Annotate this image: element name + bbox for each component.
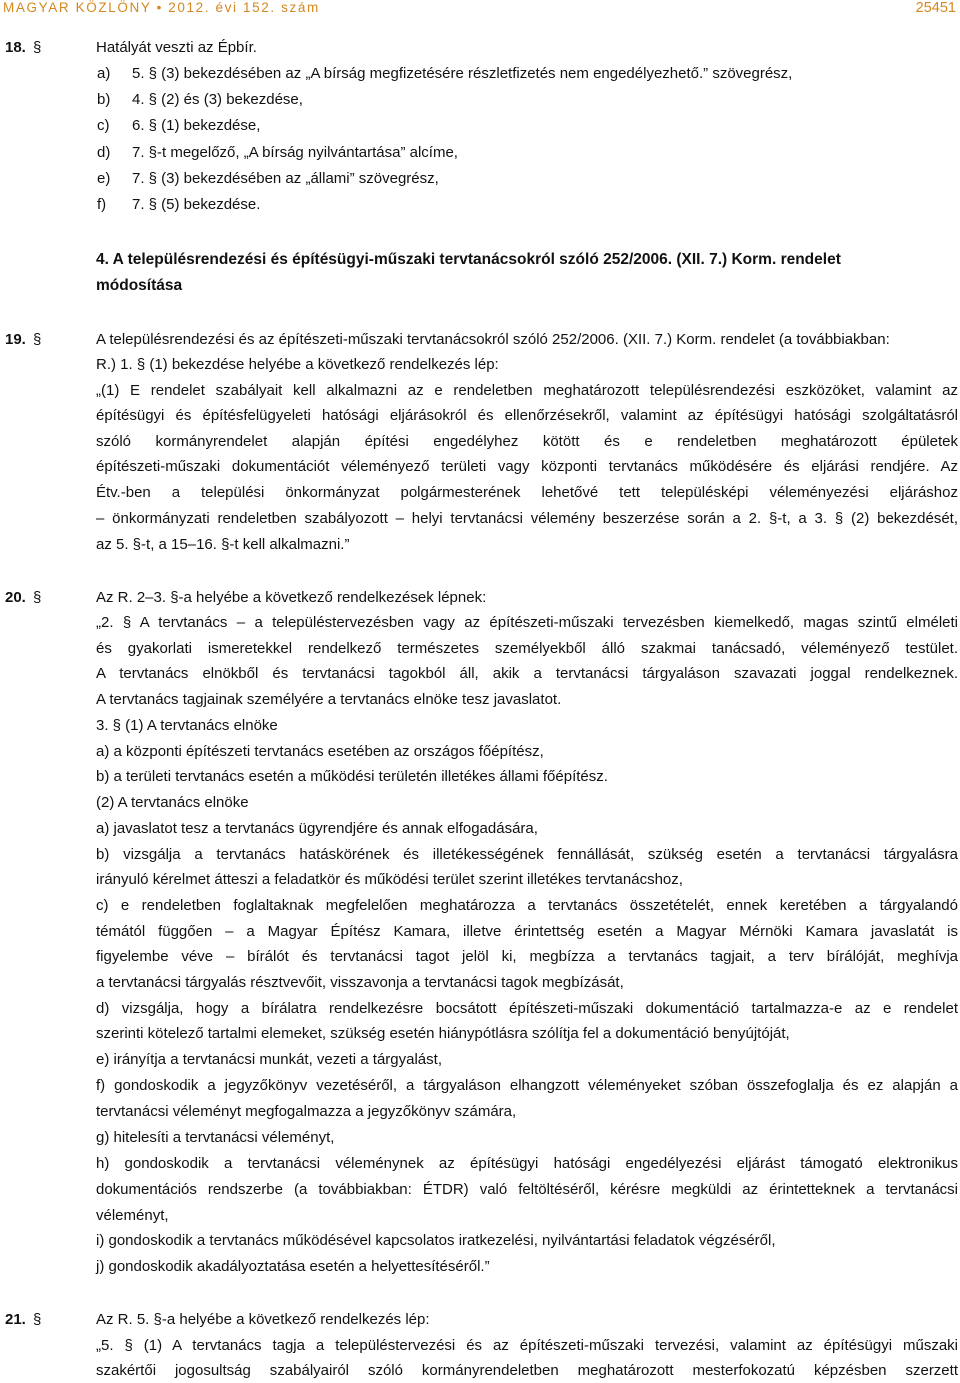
paragraph-line: szakértői jogosultság szabályairól szóló kormányrendeletben meghatározott mesterfokozatú képzésben szerzett bbox=[96, 1362, 958, 1379]
paragraph-line: – önkormányzati rendeletben szabályozott – helyi tervtanácsi vélemény beszerzése során a 2. §-t, a 3. § (2) bekezdését, bbox=[96, 510, 958, 527]
section-number: 19. bbox=[5, 331, 26, 348]
section-number: 18. bbox=[5, 39, 26, 56]
paragraph-line: „(1) E rendelet szabályait kell alkalmazni az e rendeletben meghatározott településrendezési eszközöket, valamint az bbox=[96, 382, 958, 399]
paragraph-line: szóló kormányrendelet alapján építési engedélyhez kötött és e rendeletben meghatározott épületek bbox=[96, 433, 958, 450]
section-symbol: § bbox=[33, 331, 42, 348]
page-header bbox=[0, 0, 960, 24]
paragraph-line: irányuló kérelmet átteszi a feladatkör és működési terület szerint illetékes tervtanácshoz, bbox=[96, 871, 683, 888]
paragraph-line: A tervtanács tagjainak személyére a tervtanács elnöke tesz javaslatot. bbox=[96, 691, 562, 708]
paragraph-line: „5. § (1) A tervtanács tagja a településtervezési és az építészeti-műszaki tervezési, valamint az építésügyi műszaki bbox=[96, 1337, 958, 1354]
paragraph-line: építészeti-műszaki dokumentációt véleményező területi vagy központi tervtanács működésére és eljárási rendjére. Az bbox=[96, 458, 958, 475]
list-item: 7. § (5) bekezdése. bbox=[132, 196, 261, 213]
paragraph-line: a tervtanácsi tárgyalás résztvevőit, visszavonja a tervtanácsi tagok megbízását, bbox=[96, 974, 624, 991]
paragraph-line: R.) 1. § (1) bekezdése helyébe a következő rendelkezés lép: bbox=[96, 356, 499, 373]
heading-line: 4. A településrendezési és építésügyi-műszaki tervtanácsokról szóló 252/2006. (XII. 7.) Korm. rendelet bbox=[96, 251, 841, 268]
list-item-label: f) bbox=[97, 196, 107, 213]
list-item-label: e) bbox=[97, 170, 111, 187]
paragraph-line: A településrendezési és az építészeti-műszaki tervtanácsokról szóló 252/2006. (XII. 7.) Korm. rendelet (a továbbiakban: bbox=[96, 331, 890, 348]
paragraph-line: (2) A tervtanács elnöke bbox=[96, 794, 249, 811]
paragraph-line: e) irányítja a tervtanácsi munkát, vezeti a tárgyalást, bbox=[96, 1051, 442, 1068]
paragraph-line: az 5. §-t, a 15–16. §-t kell alkalmazni.” bbox=[96, 536, 350, 553]
paragraph-line: dokumentációs rendszerbe (a továbbiakban: ÉTDR) való feltöltéséről, kérésre megküldi az érintetteknek a tervtanácsi bbox=[96, 1181, 958, 1198]
paragraph-line: j) gondoskodik akadályoztatása esetén a helyettesítéséről.” bbox=[96, 1258, 490, 1275]
paragraph-line: figyelembe véve – bírálót és tervtanácsi tagot jelöl ki, megbízza a tervtanács tagjait, a terv bírálóját, meghívja bbox=[96, 948, 958, 965]
section-number: 20. bbox=[5, 589, 26, 606]
section-number: 21. bbox=[5, 1311, 26, 1328]
paragraph-line: b) vizsgálja a tervtanács hatáskörének és illetékességének fennállását, szükség esetén a tervtanácsi tárgyalásra bbox=[96, 846, 958, 863]
paragraph-line: „2. § A tervtanács – a településtervezésben vagy az építészeti-műszaki tervezésben kiemelkedő, magas szintű elméleti bbox=[96, 614, 958, 631]
journal-title: MAGYAR KÖZLÖNY • 2012. évi 152. szám bbox=[3, 0, 320, 15]
paragraph-line: tervtanácsi véleményt megfogalmazza a jegyzőkönyv számára, bbox=[96, 1103, 517, 1120]
page-number: 25451 bbox=[915, 0, 956, 16]
paragraph-line: építésügyi és építésfelügyeleti hatósági eljárásokról és ellenőrzésekről, valamint az építésügyi hatósági szolgáltatásról bbox=[96, 407, 958, 424]
paragraph-line: Az R. 5. §-a helyébe a következő rendelkezés lép: bbox=[96, 1311, 430, 1328]
list-item: 6. § (1) bekezdése, bbox=[132, 117, 261, 134]
list-item-label: d) bbox=[97, 144, 111, 161]
list-item: 7. §-t megelőző, „A bírság nyilvántartása” alcíme, bbox=[132, 144, 458, 161]
section-symbol: § bbox=[33, 39, 42, 56]
section-symbol: § bbox=[33, 1311, 42, 1328]
paragraph-line: c) e rendeletben foglaltaknak megfelelően meghatározza a tervtanács összetételét, ennek keretében a tárgyalandó bbox=[96, 897, 958, 914]
list-item: 4. § (2) és (3) bekezdése, bbox=[132, 91, 303, 108]
paragraph-line: i) gondoskodik a tervtanács működésével kapcsolatos iratkezelési, nyilvántartási feladatok végzéséről, bbox=[96, 1232, 776, 1249]
paragraph-line: f) gondoskodik a jegyzőkönyv vezetéséről, a tárgyaláson elhangzott véleményeket szóban összefoglalja és ez alapján a bbox=[96, 1077, 958, 1094]
paragraph-line: szerinti kötelező tartalmi elemeket, szükség esetén hiánypótlásra szólítja fel a dokumentáció benyújtóját, bbox=[96, 1025, 790, 1042]
paragraph-line: témától függően – a Magyar Építész Kamara, illetve érintettség esetén a Magyar Mérnöki Kamara javaslatát is bbox=[96, 923, 958, 940]
heading-line: módosítása bbox=[96, 277, 183, 294]
paragraph-line: h) gondoskodik a tervtanácsi véleménynek az építésügyi hatósági engedélyezési eljárást támogató elektronikus bbox=[96, 1155, 958, 1172]
paragraph-line: és gyakorlati ismeretekkel rendelkező természetes személyekből álló szakmai tanácsadó, véleményező testület. bbox=[96, 640, 958, 657]
paragraph-line: a) javaslatot tesz a tervtanács ügyrendjére és annak elfogadására, bbox=[96, 820, 538, 837]
section-symbol: § bbox=[33, 589, 42, 606]
paragraph-line: b) a területi tervtanács esetén a működési területén illetékes állami főépítész. bbox=[96, 768, 608, 785]
paragraph-line: Étv.-ben a települési önkormányzat polgármesterének lehetővé tett településképi véleményezési eljáráshoz bbox=[96, 484, 958, 501]
paragraph-line: véleményt, bbox=[96, 1207, 169, 1224]
list-item: 5. § (3) bekezdésében az „A bírság megfizetésére részletfizetés nem engedélyezhető.” szövegrész, bbox=[132, 65, 793, 82]
list-item: 7. § (3) bekezdésében az „állami” szövegrész, bbox=[132, 170, 439, 187]
list-item-label: a) bbox=[97, 65, 111, 82]
paragraph-line: g) hitelesíti a tervtanácsi véleményt, bbox=[96, 1129, 335, 1146]
paragraph-line: 3. § (1) A tervtanács elnöke bbox=[96, 717, 278, 734]
list-item-label: b) bbox=[97, 91, 111, 108]
paragraph-line: A tervtanács elnökből és tervtanácsi tagokból áll, akik a tervtanácsi tárgyaláson szavazati joggal rendelkeznek. bbox=[96, 665, 958, 682]
paragraph-line: Az R. 2–3. §-a helyébe a következő rendelkezések lépnek: bbox=[96, 589, 487, 606]
paragraph-line: a) a központi építészeti tervtanács esetében az országos főépítész, bbox=[96, 743, 544, 760]
paragraph-line: d) vizsgálja, hogy a bírálatra rendelkezésre bocsátott építészeti-műszaki dokumentáció tartalmazza-e az e rendelet bbox=[96, 1000, 958, 1017]
list-item-label: c) bbox=[97, 117, 110, 134]
section-title: Hatályát veszti az Épbír. bbox=[96, 39, 257, 56]
